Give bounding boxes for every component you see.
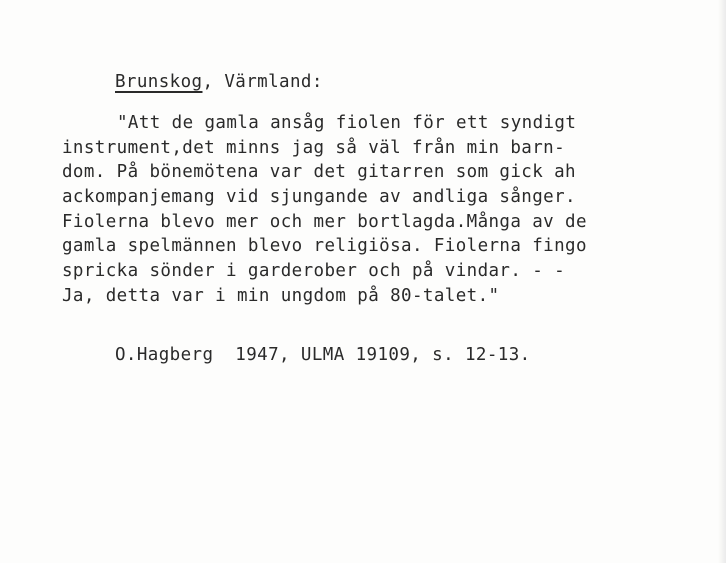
place-name: Brunskog	[115, 72, 203, 92]
quote-line: dom. På bönemötena var det gitarren som gick ah	[62, 162, 576, 183]
quote-line: Ja, detta var i min ungdom på 80-talet."	[62, 285, 500, 306]
source-citation: O.Hagberg 1947, ULMA 19109, s. 12-13.	[115, 345, 531, 365]
region-name: , Värmland:	[202, 72, 323, 92]
quote-line: gamla spelmännen blevo religiösa. Fiolerna fingo	[62, 236, 587, 257]
quote-line: ackompanjemang vid sjungande av andliga sånger.	[62, 187, 576, 208]
quote-line: Fiolerna blevo mer och mer bortlagda.Många av de	[62, 211, 587, 232]
quote-line: instrument,det minns jag så väl från min barn-	[62, 137, 566, 158]
quote-line: spricka sönder i garderober och på vindar. - -	[62, 261, 566, 282]
quote-line: "Att de gamla ansåg fiolen för ett syndigt	[117, 113, 577, 133]
quote-text	[62, 111, 722, 309]
card-heading	[115, 72, 323, 92]
